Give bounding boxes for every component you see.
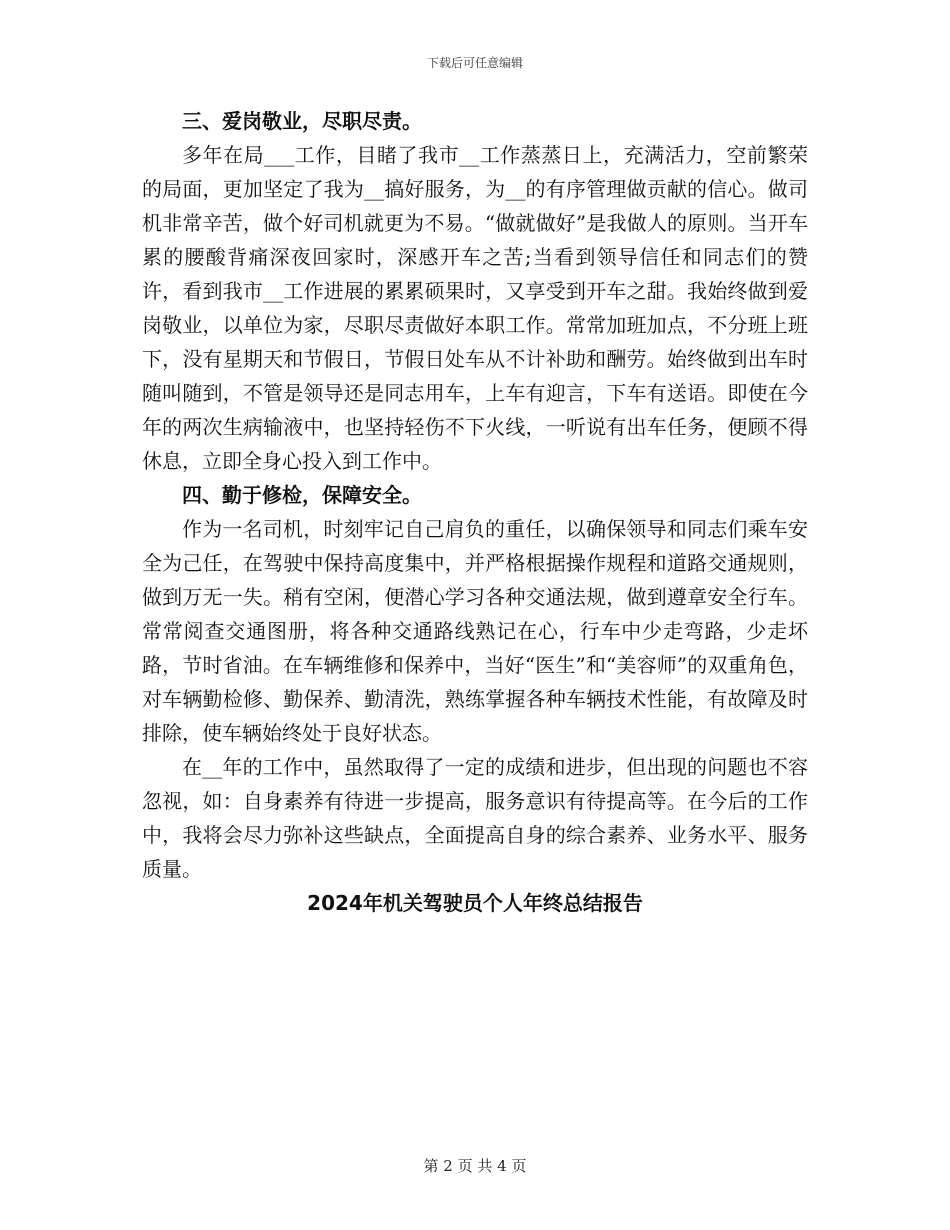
section-4-paragraph-1: 作为一名司机，时刻牢记自己肩负的重任，以确保领导和同志们乘车安全为己任，在驾驶中保持高度集中，并严格根据操作规程和道路交通规则，做到万无一失。稍有空闲，便潜心学习各种交通法规，做到遵章安全行车。常常阅查交通图册，将各种交通路线熟记在心，行车中少走弯路，少走坏路，节时省油。在车辆维修和保养中，当好“医生”和“美容师”的双重角色，对车辆勤检修、勤保养、勤清洗，熟练掌握各种车辆技术性能，有故障及时排除，使车辆始终处于良好状态。: [142, 517, 808, 745]
section-heading-4: 四、勤于修检，保障安全。: [182, 483, 422, 507]
page-header: 下载后可任意编辑: [426, 56, 523, 70]
section-4-paragraph-2: 在__年的工作中，虽然取得了一定的成绩和进步，但出现的问题也不容忽视，如：自身素养有待进一步提高，服务意识有待提高等。在今后的工作中，我将会尽力弥补这些缺点，全面提高自身的综合素养、业务水平、服务质量。: [142, 755, 808, 881]
section-heading-3: 三、爱岗敬业，尽职尽责。: [182, 109, 422, 133]
report-title: 2024年机关驾驶员个人年终总结报告: [307, 891, 643, 915]
document-body: [142, 104, 808, 920]
page-number: 第 2 页 共 4 页: [423, 1157, 527, 1175]
section-3-paragraph-1: 多年在局___工作，目睹了我市__工作蒸蒸日上，充满活力，空前繁荣的局面，更加坚定了我为__搞好服务，为__的有序管理做贡献的信心。做司机非常辛苦，做个好司机就更为不易。“做就做好”是我做人的原则。当开车累的腰酸背痛深夜回家时，深感开车之苦;当看到领导信任和同志们的赞许，看到我市__工作进展的累累硕果时，又享受到开车之甜。我始终做到爱岗敬业，以单位为家，尽职尽责做好本职工作。常常加班加点，不分班上班下，没有星期天和节假日，节假日处车从不计补助和酬劳。始终做到出车时随叫随到，不管是领导还是同志用车，上车有迎言，下车有送语。即使在今年的两次生病输液中，也坚持轻伤不下火线，一听说有出车任务，便顾不得休息，立即全身心投入到工作中。: [142, 143, 808, 473]
